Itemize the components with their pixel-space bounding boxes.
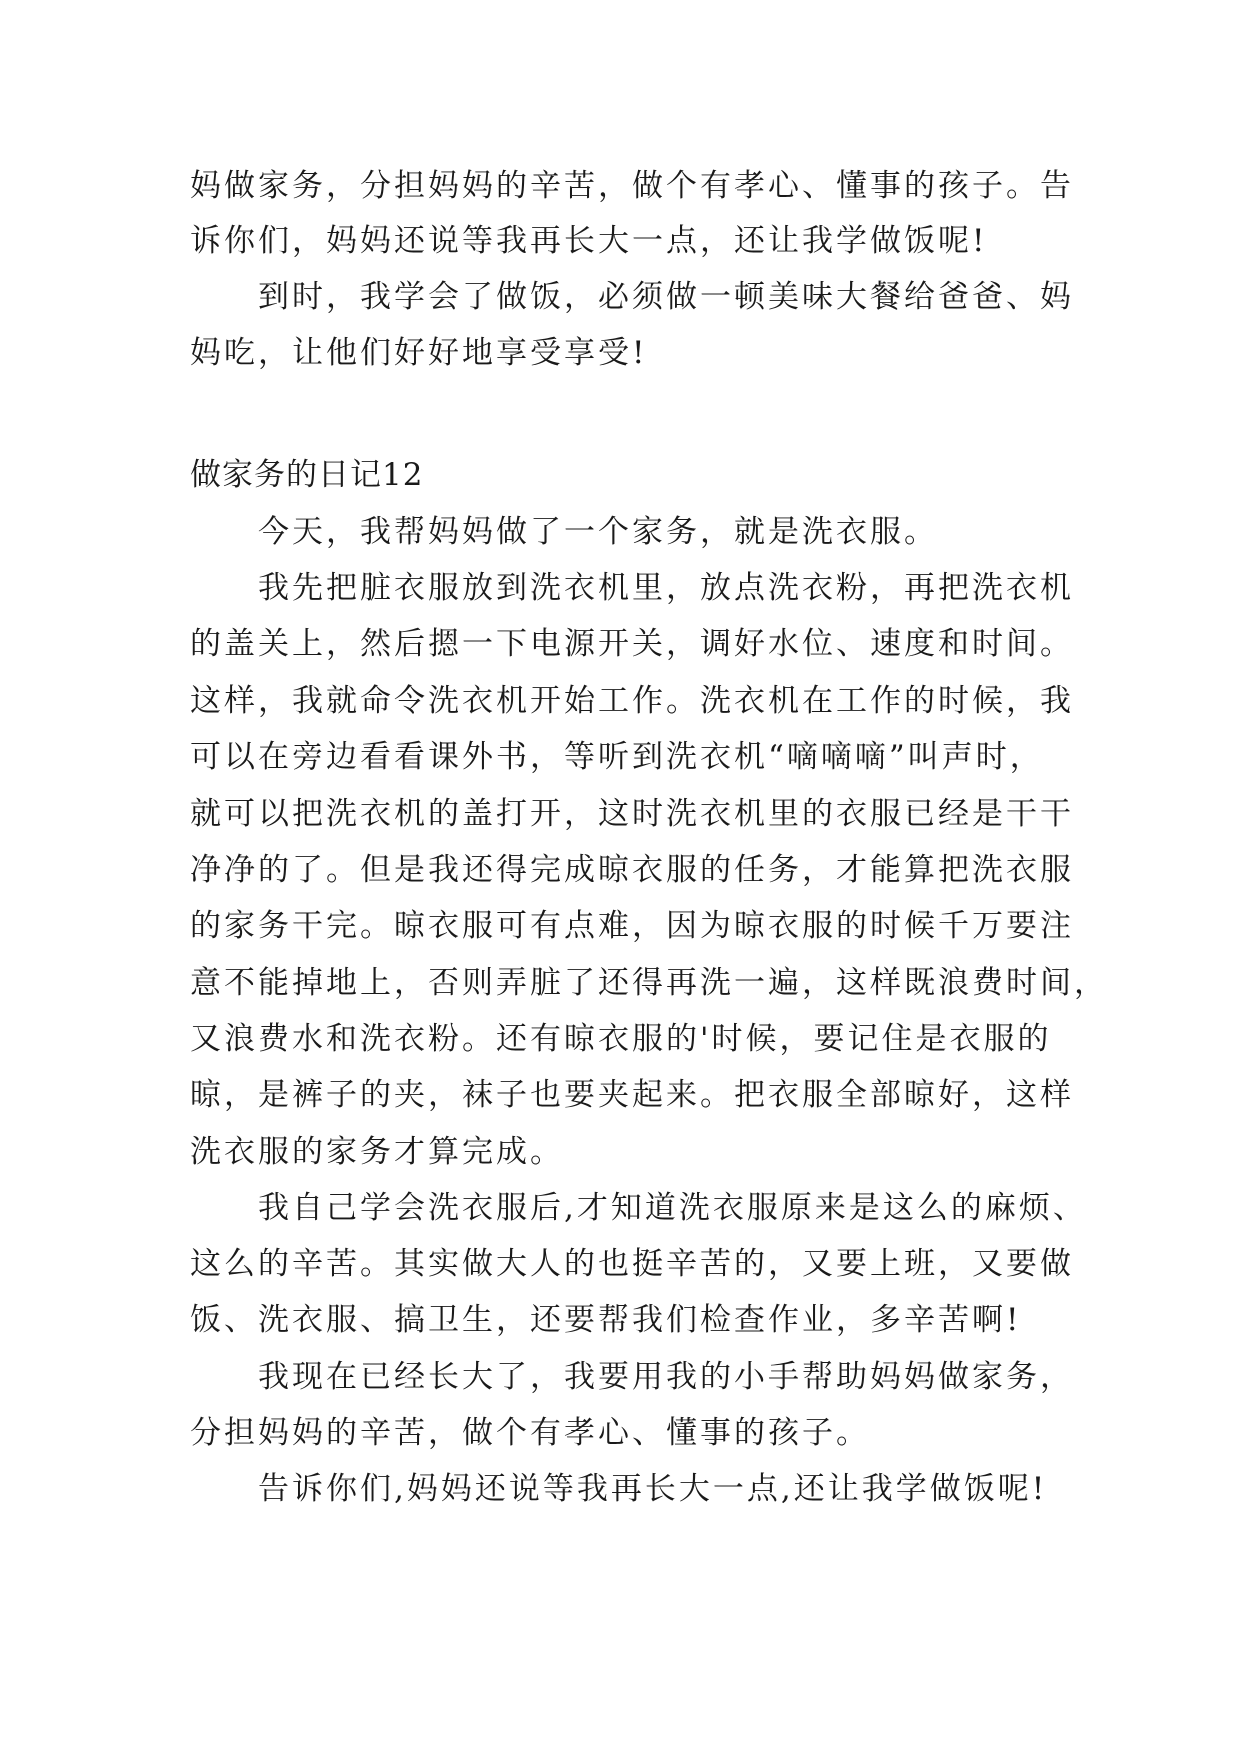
text-line: 的盖关上，然后摁一下电源开关，调好水位、速度和时间。 <box>190 626 1074 662</box>
text-line: 分担妈妈的辛苦，做个有孝心、懂事的孩子。 <box>190 1415 870 1451</box>
text-line: 我现在已经长大了，我要用我的小手帮助妈妈做家务， <box>258 1359 1074 1395</box>
text-line: 净净的了。但是我还得完成晾衣服的任务，才能算把洗衣服 <box>190 852 1074 888</box>
text-line: 晾，是裤子的夹，袜子也要夹起来。把衣服全部晾好，这样 <box>190 1077 1074 1113</box>
text-line: 这样，我就命令洗衣机开始工作。洗衣机在工作的时候，我 <box>190 683 1074 719</box>
text-line: 诉你们，妈妈还说等我再长大一点，还让我学做饭呢! <box>190 223 988 259</box>
text-line: 我先把脏衣服放到洗衣机里，放点洗衣粉，再把洗衣机 <box>258 570 1074 606</box>
text-line: 洗衣服的家务才算完成。 <box>190 1134 564 1170</box>
text-line: 意不能掉地上，否则弄脏了还得再洗一遍，这样既浪费时间， <box>190 965 1108 1001</box>
text-line: 妈吃，让他们好好地享受享受! <box>190 335 648 371</box>
text-line: 就可以把洗衣机的盖打开，这时洗衣机里的衣服已经是干干 <box>190 796 1074 832</box>
text-line: 饭、洗衣服、搞卫生，还要帮我们检查作业，多辛苦啊! <box>190 1302 1022 1338</box>
text-line: 可以在旁边看看课外书，等听到洗衣机“嘀嘀嘀”叫声时， <box>190 739 1044 775</box>
text-line: 又浪费水和洗衣粉。还有晾衣服的'时候，要记住是衣服的 <box>190 1021 1052 1057</box>
section-heading: 做家务的日记12 <box>190 457 424 493</box>
text-line: 妈做家务，分担妈妈的辛苦，做个有孝心、懂事的孩子。告 <box>190 168 1074 204</box>
text-line: 告诉你们,妈妈还说等我再长大一点,还让我学做饭呢! <box>258 1471 1048 1507</box>
text-line: 我自己学会洗衣服后,才知道洗衣服原来是这么的麻烦、 <box>258 1190 1087 1226</box>
text-line: 到时，我学会了做饭，必须做一顿美味大餐给爸爸、妈 <box>258 279 1074 315</box>
text-line: 这么的辛苦。其实做大人的也挺辛苦的，又要上班，又要做 <box>190 1246 1074 1282</box>
text-line: 今天，我帮妈妈做了一个家务，就是洗衣服。 <box>258 514 938 550</box>
text-line: 的家务干完。晾衣服可有点难，因为晾衣服的时候千万要注 <box>190 908 1074 944</box>
